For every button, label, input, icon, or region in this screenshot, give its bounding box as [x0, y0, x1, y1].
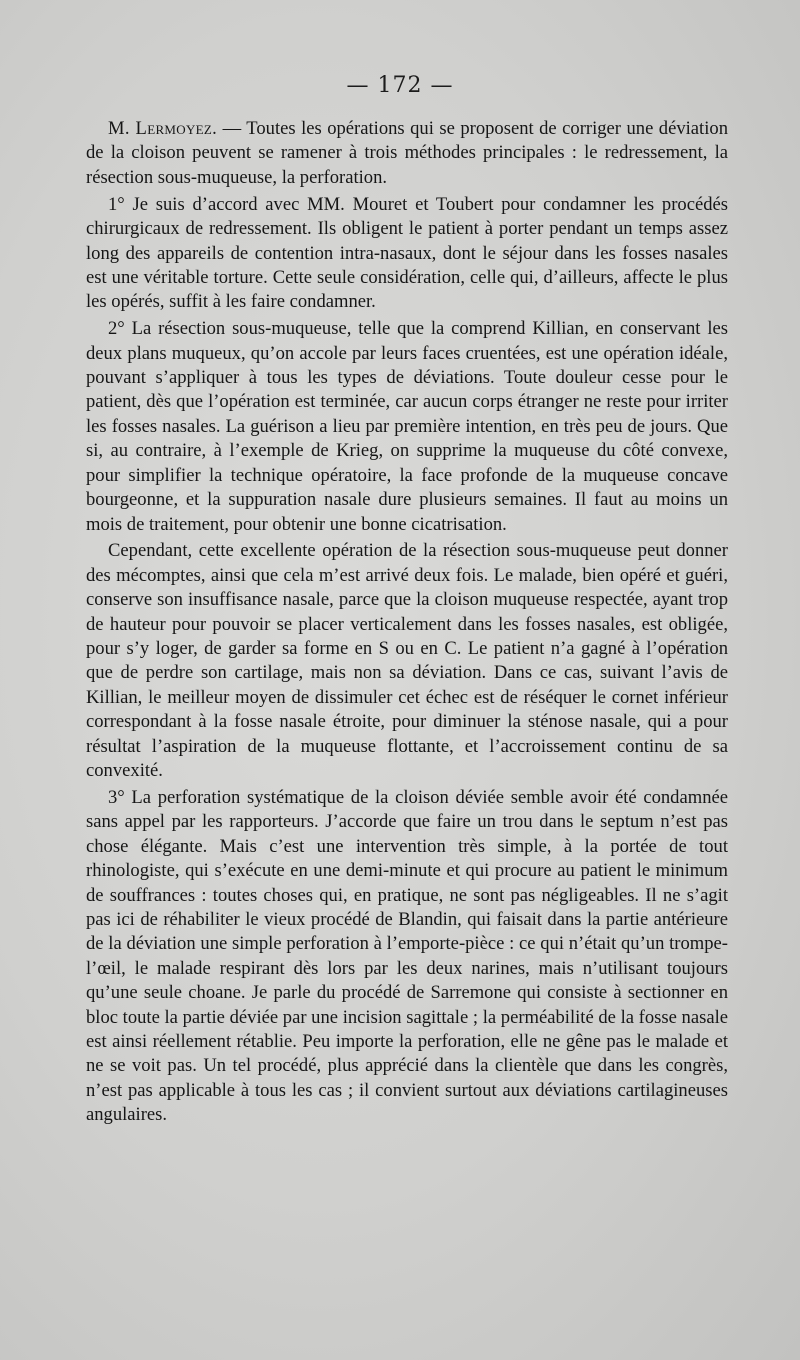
- body-text: [86, 117, 728, 1130]
- speaker-name: M. Lermoyez.: [108, 118, 218, 139]
- paragraph-intro: [86, 117, 728, 190]
- paragraph-cependant: Cependant, cette excellente opération de la résection sous-muqueuse peut donner des mécomptes, ainsi que cela m’est arrivé deux fois. Le malade, bien opéré et guéri, conserve son insuffisance nasale, parce que la cloison muqueuse respectée, ayant trop de hauteur pour pouvoir se placer verticalement dans les fosses nasales, est obligée, pour s’y loger, de garder sa forme en S ou en C. Le patient n’a gagné à l’opération que de perdre son cartilage, mais non sa déviation. Dans ce cas, suivant l’avis de Killian, le meilleur moyen de dissimuler cet échec est de réséquer le cornet inférieur correspondant à la fosse nasale étroite, pour diminuer la sténose nasale, qui a pour résultat l’aspiration de la muqueuse flottante, et l’accroissement continu de sa convexité.: [86, 540, 728, 782]
- paragraph-redressement: 1° Je suis d’accord avec MM. Mouret et Toubert pour condamner les procédés chirurgicaux de redressement. Ils obligent le patient à porter pendant un temps assez long des appareils de contention intra-nasaux, dont le séjour dans les fosses nasales est une véritable torture. Cette seule considération, celle qui, d’ailleurs, affecte le plus les opérés, suffit à les faire condamner.: [86, 193, 728, 313]
- paragraph-text: — Toutes les opérations qui se proposent de corriger une déviation de la cloison peuvent se ramener à trois méthodes principales : le redressement, la résection sous-muqueuse, la perforation.: [86, 118, 728, 188]
- paragraph-resection: 2° La résection sous-muqueuse, telle que la comprend Killian, en conservant les deux plans muqueux, qu’on accole par leurs faces cruentées, est une opération idéale, pouvant s’appliquer à tous les types de déviations. Toute douleur cesse pour le patient, dès que l’opération est terminée, car aucun corps étranger ne reste pour irriter les fosses nasales. La guérison a lieu par première intention, en très peu de jours. Que si, au contraire, à l’exemple de Krieg, on supprime la muqueuse du côté convexe, pour simplifier la technique opératoire, la face profonde de la muqueuse concave bourgeonne, et la suppuration nasale dure plusieurs semaines. Il faut au moins un mois de traitement, pour obtenir une bonne cicatrisation.: [86, 318, 728, 535]
- page-number: — 172 —: [346, 73, 454, 98]
- paragraph-perforation: 3° La perforation systématique de la cloison déviée semble avoir été condamnée sans appel par les rapporteurs. J’accorde que faire un trou dans le septum n’est pas chose élégante. Mais c’est une intervention très simple, à la portée de tout rhinologiste, qui s’exécute en une demi-minute et qui procure au patient le minimum de souffrances : toutes choses qui, en pratique, ne sont pas négligeables. Il ne s’agit pas ici de réhabiliter le vieux procédé de Blandin, qui faisait dans la partie antérieure de la déviation une simple perforation à l’emporte-pièce : ce qui n’était qu’un trompe-l’œil, le malade respirant dès lors par les deux narines, mais n’utilisant toujours qu’une seule choane. Je parle du procédé de Sarremone qui consiste à sectionner en bloc toute la partie déviée par une incision sagittale ; la perméabilité de la fosse nasale est ainsi réellement rétablie. Peu importe la perforation, elle ne gêne pas le malade et ne se voit pas. Un tel procédé, plus apprécié dans la clientèle que dans les congrès, n’est pas applicable à tous les cas ; il convient surtout aux déviations cartilagineuses angulaires.: [86, 786, 728, 1126]
